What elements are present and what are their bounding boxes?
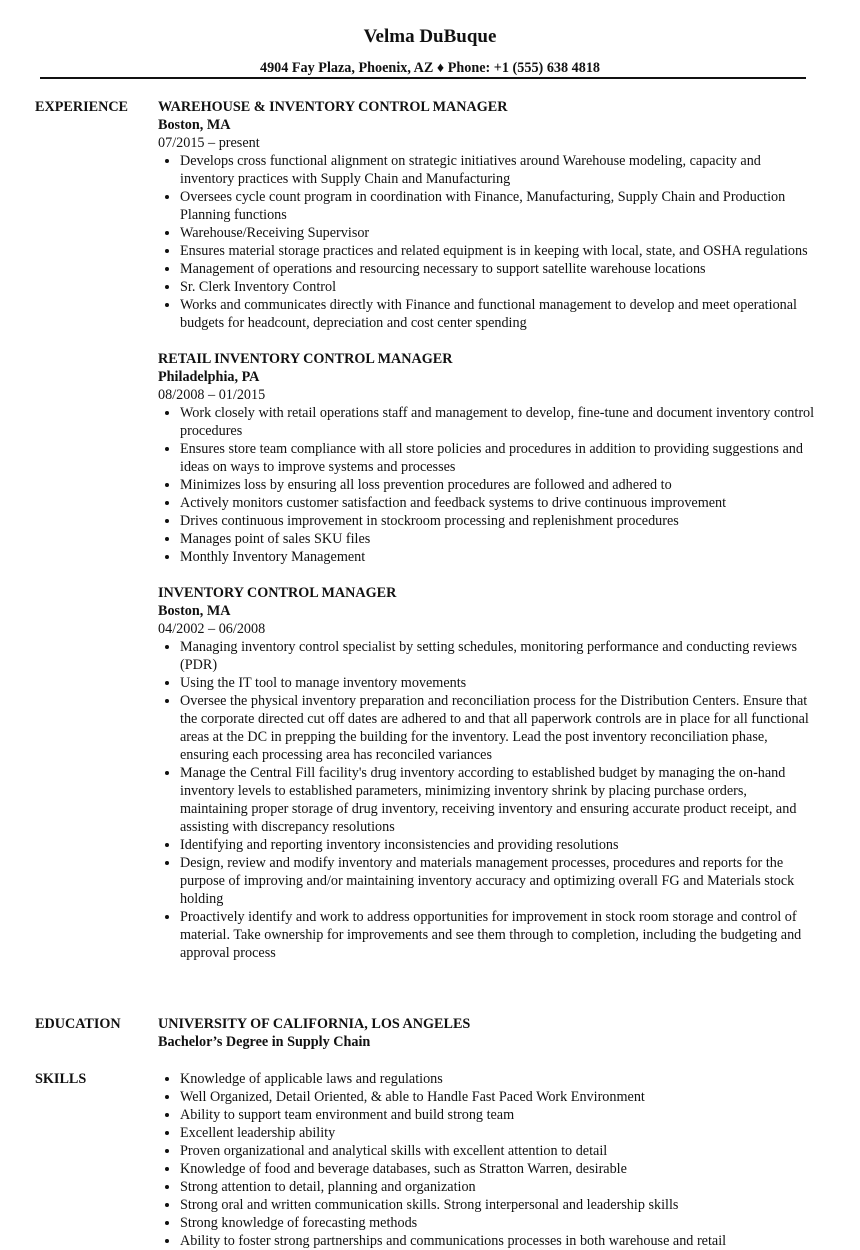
job-bullets <box>158 404 818 566</box>
candidate-name: Velma DuBuque <box>363 26 497 47</box>
section-label-experience: EXPERIENCE <box>35 99 129 115</box>
section-label-education: EDUCATION <box>35 1016 121 1032</box>
bullet-item: • Ensures store team compliance with all store policies and procedures in addition to providing suggestions and ideas on ways to improve systems and processes <box>180 440 818 476</box>
bullet-item: • Managing inventory control specialist by setting schedules, monitoring performance and conducting reviews (PDR) <box>180 638 818 674</box>
resume-header <box>0 24 860 77</box>
skill-item: • Strong oral and written communication skills. Strong interpersonal and leadership skills <box>180 1196 818 1214</box>
bullet-item: • Design, review and modify inventory and materials management processes, procedures and reports for the purpose of improving and/or maintaining inventory accuracy and optimizing overall FG and Materials stock holding <box>180 854 818 908</box>
skill-item: • Ability to foster strong partnerships and communications processes in both warehouse and retail <box>180 1232 818 1250</box>
bullet-item: • Actively monitors customer satisfaction and feedback systems to drive continuous improvement <box>180 494 818 512</box>
job-location: Boston, MA <box>158 603 231 619</box>
job-entry <box>158 98 818 332</box>
job-location: Boston, MA <box>158 117 231 133</box>
bullet-item: • Develops cross functional alignment on strategic initiatives around Warehouse modeling, capacity and inventory practices with Supply Chain and Manufacturing <box>180 152 818 188</box>
job-title: INVENTORY CONTROL MANAGER <box>158 585 397 601</box>
contact-line: 4904 Fay Plaza, Phoenix, AZ ♦ Phone: +1 (555) 638 4818 <box>259 60 601 76</box>
bullet-item: • Identifying and reporting inventory inconsistencies and providing resolutions <box>180 836 818 854</box>
job-dates: 08/2008 – 01/2015 <box>158 387 266 403</box>
header-divider <box>40 77 806 79</box>
job-bullets <box>158 638 818 962</box>
section-label-skills: SKILLS <box>35 1071 87 1087</box>
bullet-item: • Manage the Central Fill facility's drug inventory according to established budget by managing the on-hand inventory levels to established parameters, minimizing inventory shrink by placing purchase orders, maintaining proper storage of drug inventory, receiving inventory and ensuring accurate product receipt, and assisting with discrepancy resolutions <box>180 764 818 836</box>
bullet-item: • Using the IT tool to manage inventory movements <box>180 674 818 692</box>
experience-body <box>158 98 818 980</box>
education-degree: Bachelor’s Degree in Supply Chain <box>158 1034 371 1050</box>
bullet-item: • Warehouse/Receiving Supervisor <box>180 224 818 242</box>
job-title: WAREHOUSE & INVENTORY CONTROL MANAGER <box>158 99 508 115</box>
job-entry <box>158 350 818 566</box>
job-dates: 07/2015 – present <box>158 135 260 151</box>
job-entry <box>158 584 818 962</box>
education-school: UNIVERSITY OF CALIFORNIA, LOS ANGELES <box>158 1016 471 1032</box>
bullet-item: • Sr. Clerk Inventory Control <box>180 278 818 296</box>
job-bullets <box>158 152 818 332</box>
job-location: Philadelphia, PA <box>158 369 260 385</box>
bullet-item: • Works and communicates directly with Finance and functional management to develop and meet operational budgets for headcount, depreciation and cost center spending <box>180 296 818 332</box>
skill-item: • Strong knowledge of forecasting methods <box>180 1214 818 1232</box>
skill-item: • Knowledge of applicable laws and regulations <box>180 1070 818 1088</box>
bullet-item: • Manages point of sales SKU files <box>180 530 818 548</box>
bullet-item: • Work closely with retail operations staff and management to develop, fine-tune and document inventory control procedures <box>180 404 818 440</box>
skills-body <box>158 1070 818 1250</box>
bullet-item: • Ensures material storage practices and related equipment is in keeping with local, state, and OSHA regulations <box>180 242 818 260</box>
skill-item: • Knowledge of food and beverage databases, such as Stratton Warren, desirable <box>180 1160 818 1178</box>
bullet-item: • Proactively identify and work to address opportunities for improvement in stock room storage and control of material. Take ownership for improvements and see them through to completion, including the budgeting and approval process <box>180 908 818 962</box>
skill-item: • Strong attention to detail, planning and organization <box>180 1178 818 1196</box>
bullet-item: • Management of operations and resourcing necessary to support satellite warehouse locations <box>180 260 818 278</box>
bullet-item: • Monthly Inventory Management <box>180 548 818 566</box>
skill-item: • Well Organized, Detail Oriented, & able to Handle Fast Paced Work Environment <box>180 1088 818 1106</box>
skill-item: • Proven organizational and analytical skills with excellent attention to detail <box>180 1142 818 1160</box>
bullet-item: • Drives continuous improvement in stockroom processing and replenishment procedures <box>180 512 818 530</box>
job-dates: 04/2002 – 06/2008 <box>158 621 266 637</box>
bullet-item: • Oversee the physical inventory preparation and reconciliation process for the Distribution Centers. Ensure that the corporate directed cut off dates are adhered to and that all paperwork controls are in place for all functional areas at the DC in prepping the building for the inventory. Lead the post inventory reconciliation phase, ensuring each processing area has reconciled variances <box>180 692 818 764</box>
education-body <box>158 1015 818 1051</box>
skills-list <box>158 1070 818 1250</box>
bullet-item: • Oversees cycle count program in coordination with Finance, Manufacturing, Supply Chain and Production Planning functions <box>180 188 818 224</box>
bullet-item: • Minimizes loss by ensuring all loss prevention procedures are followed and adhered to <box>180 476 818 494</box>
skill-item: • Excellent leadership ability <box>180 1124 818 1142</box>
skill-item: • Ability to support team environment and build strong team <box>180 1106 818 1124</box>
job-title: RETAIL INVENTORY CONTROL MANAGER <box>158 351 453 367</box>
